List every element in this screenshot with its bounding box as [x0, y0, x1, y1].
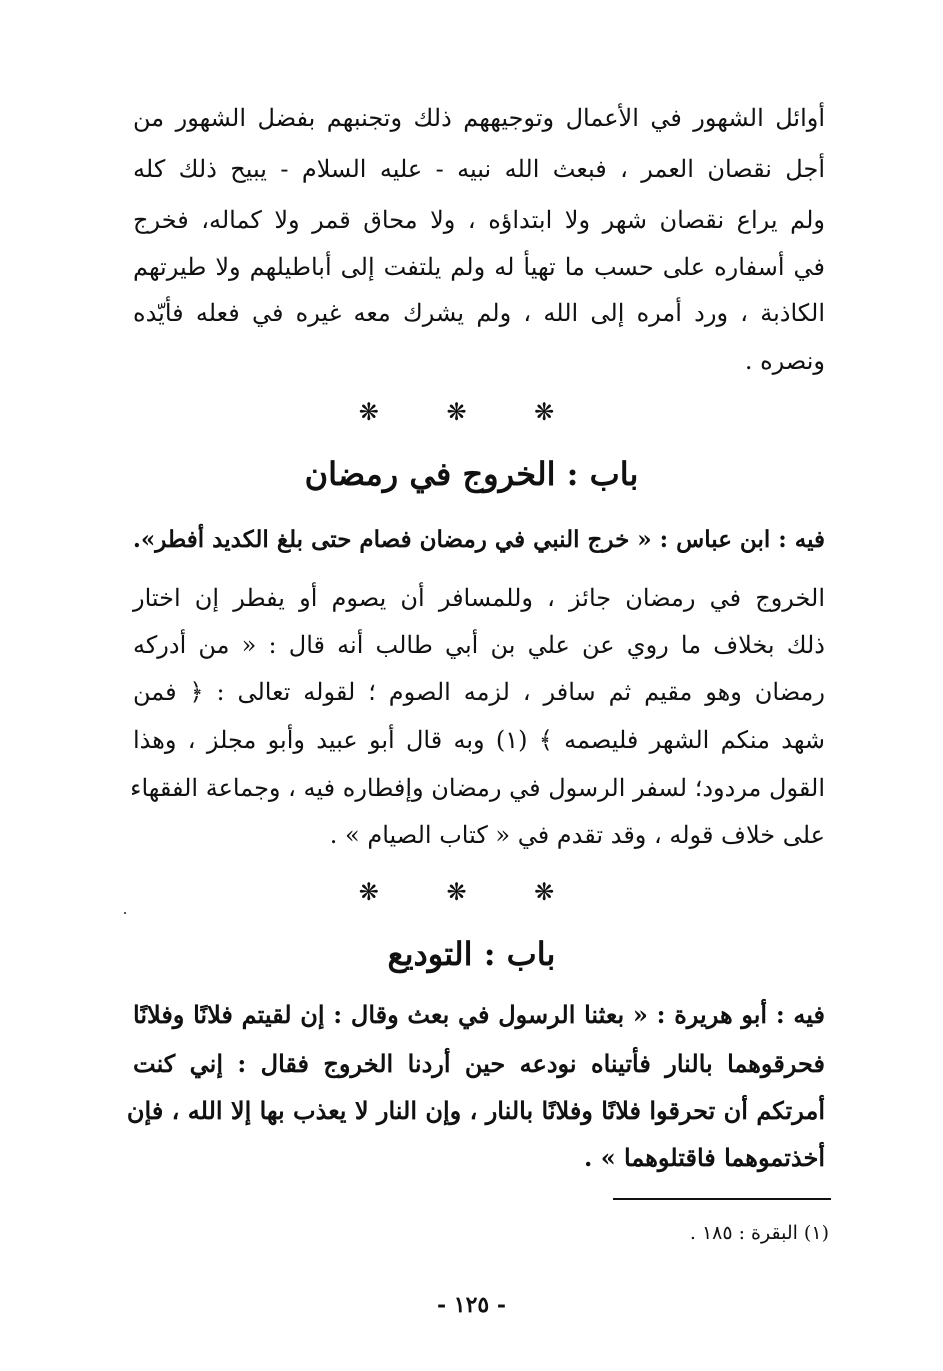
section-separator: ❋ ❋ ❋ [358, 878, 585, 906]
paragraph-line: القول مردود؛ لسفر الرسول في رمضان وإفطاره فيه ، وجماعة الفقهاء [130, 774, 825, 802]
paragraph-line: ذلك بخلاف ما روي عن علي بن أبي طالب أنه قال : « من أدركه [133, 631, 825, 659]
hadith-line: أمرتكم أن تحرقوا فلانًا وفلانًا بالنار ، وإن النار لا يعذب بها إلا الله ، فإن [126, 1096, 825, 1125]
hadith-line: فيه : ابن عباس : « خرج النبي في رمضان فصام حتى بلغ الكديد أفطر». [132, 526, 825, 553]
paragraph-line: على خلاف قوله ، وقد تقدم في « كتاب الصيام » . [329, 821, 825, 849]
footnote-rule [613, 1198, 831, 1200]
paragraph-line: شهد منكم الشهر فليصمه ﴾ (١) وبه قال أبو عبيد وأبو مجلز ، وهذا [133, 726, 825, 754]
section-heading: باب : الخروج في رمضان [304, 455, 639, 493]
page-number: - ١٢٥ - [436, 1292, 507, 1318]
section-heading: باب : التوديع [387, 935, 556, 973]
scan-speck [124, 912, 126, 914]
paragraph-line: الكاذبة ، ورد أمره إلى الله ، ولم يشرك معه غيره في فعله فأيّده [133, 299, 825, 327]
paragraph-line: ولم يراع نقصان شهر ولا ابتداؤه ، ولا محاق قمر ولا كماله، فخرج [133, 206, 825, 234]
paragraph-line: في أسفاره على حسب ما تهيأ له ولم يلتفت إلى أباطيلهم ولا طيرتهم [133, 253, 825, 281]
paragraph-line: أوائل الشهور في الأعمال وتوجيههم ذلك وتجنبهم بفضل الشهور من [133, 104, 825, 132]
footnote: (١) البقرة : ١٨٥ . [689, 1222, 829, 1244]
section-separator: ❋ ❋ ❋ [358, 398, 585, 426]
paragraph-line: رمضان وهو مقيم ثم سافر ، لزمه الصوم ؛ لقوله تعالى : ﴿ فمن [133, 678, 825, 706]
paragraph-line: أجل نقصان العمر ، فبعث الله نبيه - عليه السلام - يبيح ذلك كله [133, 155, 825, 183]
paragraph-line: ونصره . [744, 347, 825, 375]
paragraph-line: الخروج في رمضان جائز ، وللمسافر أن يصوم أو يفطر إن اختار [133, 584, 825, 612]
hadith-line: أخذتموهما فاقتلوهما » . [583, 1143, 825, 1172]
hadith-line: فحرقوهما بالنار فأتيناه نودعه حين أردنا الخروج فقال : إني كنت [133, 1049, 825, 1078]
hadith-line: فيه : أبو هريرة : « بعثنا الرسول في بعث وقال : إن لقيتم فلانًا وفلانًا [133, 1000, 825, 1029]
